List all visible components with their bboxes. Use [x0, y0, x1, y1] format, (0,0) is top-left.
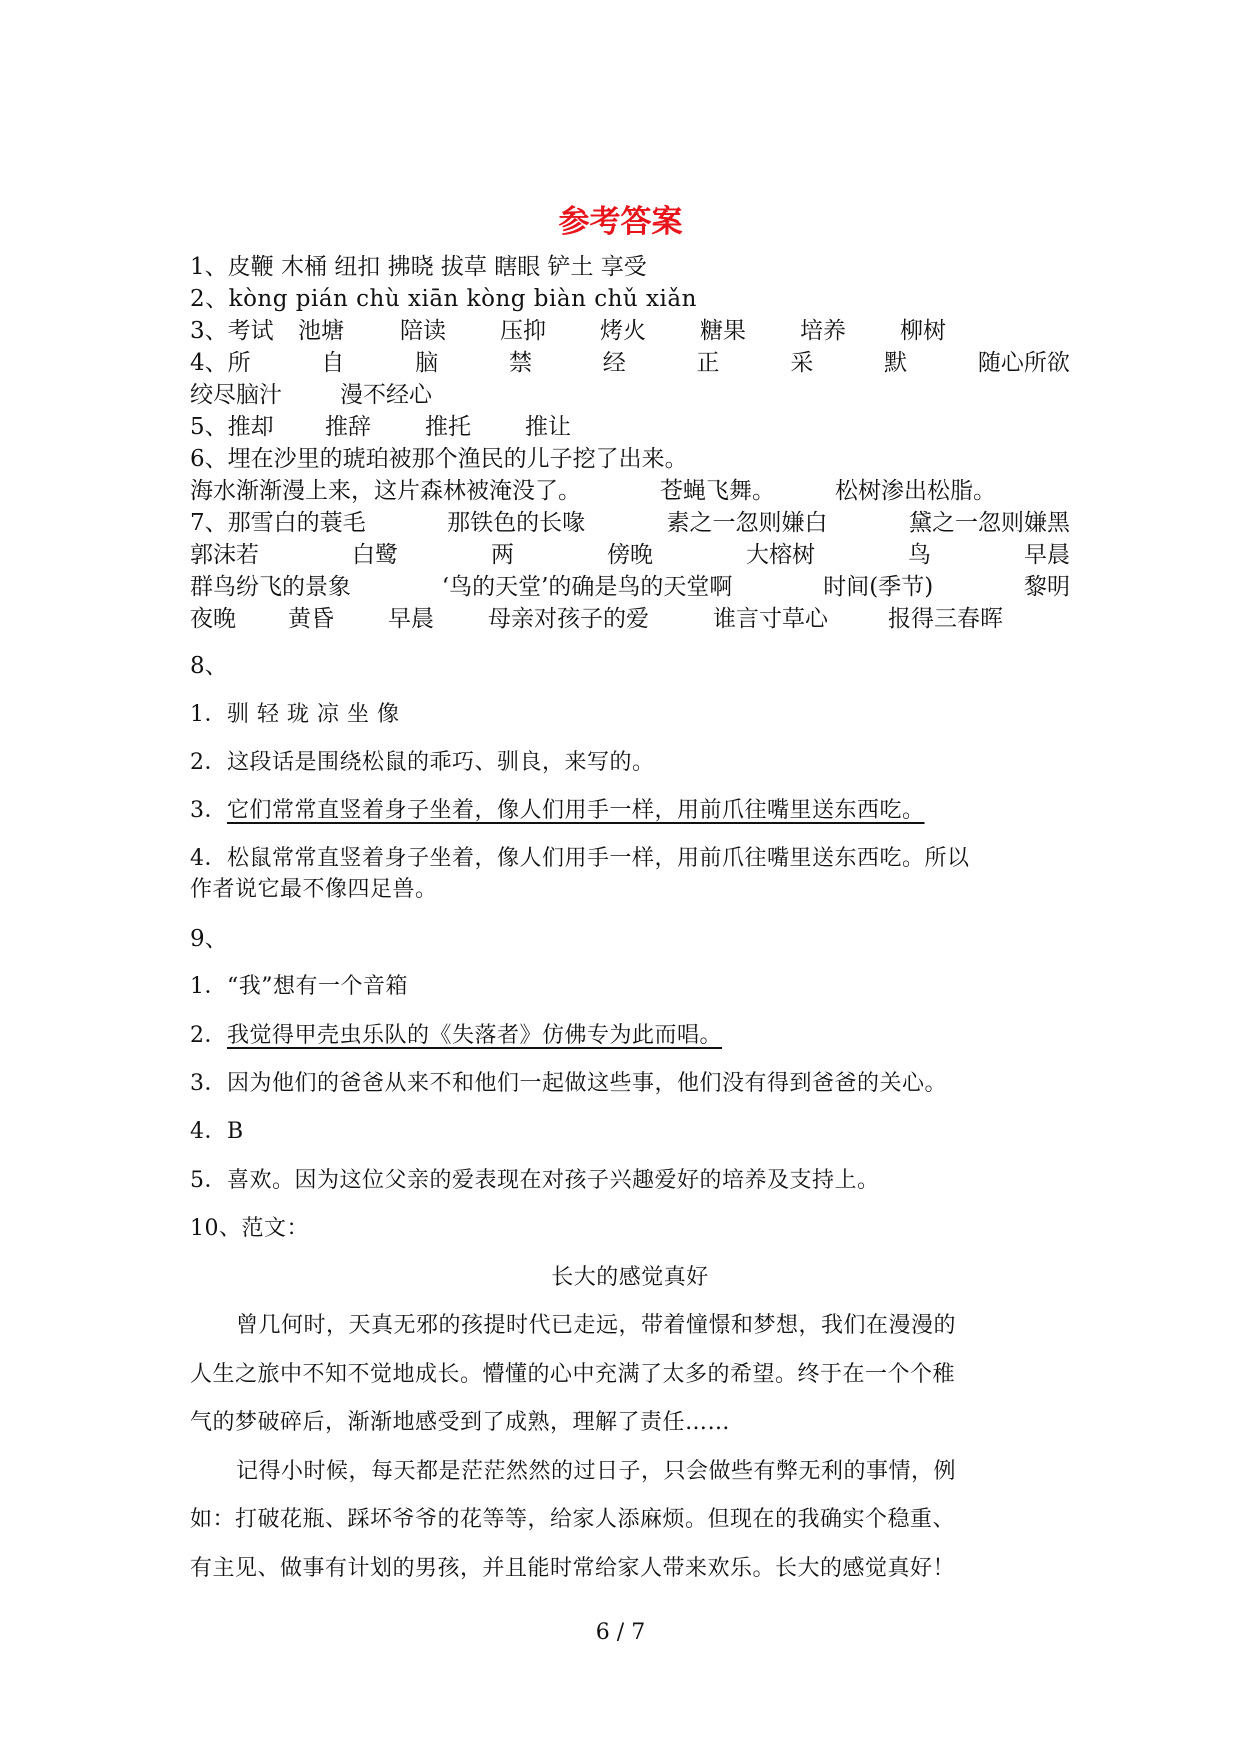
answer-9-4: 4．B	[190, 1119, 244, 1144]
essay-paragraph-1-line: 曾几何时，天真无邪的孩提时代已走远，带着憧憬和梦想，我们在漫漫的	[236, 1313, 957, 1338]
essay-paragraph-1-line: 人生之旅中不知不觉地成长。懵懂的心中充满了太多的希望。终于在一个个稚	[190, 1362, 956, 1387]
answer-7-item: 母亲对孩子的爱	[488, 606, 649, 632]
answer-3-word: 陪读	[400, 318, 446, 344]
answer-4-word: 4、所	[190, 350, 251, 376]
answer-7-item: 7、那雪白的蓑毛	[190, 510, 366, 536]
answer-9-2	[190, 1019, 1070, 1053]
answer-7-item: 大榕树	[746, 542, 815, 568]
answer-3-word: 池塘	[298, 318, 344, 344]
answer-7-item: 谁言寸草心	[713, 606, 828, 632]
answer-7-item: 郭沫若	[190, 542, 259, 568]
answer-7-item: 群鸟纷飞的景象	[190, 574, 351, 600]
answer-4-word: 正	[696, 350, 720, 376]
answer-4-word: 自	[321, 350, 345, 376]
answer-5-word: 推托	[425, 414, 471, 440]
answer-9-2-number: 2．	[190, 1023, 227, 1048]
answer-8-3-number: 3．	[190, 798, 227, 823]
answer-9-label: 9、	[190, 926, 228, 952]
essay-paragraph-2-line: 记得小时候，每天都是茫茫然然的过日子，只会做些有弊无利的事情，例	[236, 1459, 957, 1484]
answer-7-line-1	[190, 506, 1070, 540]
essay-title: 长大的感觉真好	[551, 1265, 709, 1290]
answer-4-word: 经	[602, 350, 626, 376]
answer-7-item: 时间(季节)	[823, 574, 934, 600]
answer-5-word: 5、推却	[190, 414, 274, 440]
answer-8-2: 2．这段话是围绕松鼠的乖巧、驯良，来写的。	[190, 750, 655, 775]
answer-3	[190, 314, 1070, 348]
essay-paragraph-1-line: 气的梦破碎后，渐渐地感受到了成熟，理解了责任……	[190, 1410, 731, 1435]
essay-paragraph-2-line: 如：打破花瓶、踩坏爷爷的花等等，给家人添麻烦。但现在的我确实个稳重、	[190, 1507, 956, 1532]
answer-4-line-2	[190, 378, 1070, 412]
answer-9-2-underlined: 我觉得甲壳虫乐队的《失落者》仿佛专为此而唱。	[227, 1023, 723, 1048]
answer-7-line-3	[190, 570, 1070, 604]
answer-5	[190, 410, 1070, 444]
answer-9-3: 3．因为他们的爸爸从来不和他们一起做这些事，他们没有得到爸爸的关心。	[190, 1071, 947, 1096]
answer-9-5: 5．喜欢。因为这位父亲的爱表现在对孩子兴趣爱好的培养及支持上。	[190, 1168, 880, 1193]
page-number: 6 / 7	[595, 1620, 646, 1645]
answer-4-word: 绞尽脑汁	[190, 382, 282, 408]
answer-7-item: 夜晚	[190, 606, 236, 632]
answer-5-word: 推辞	[325, 414, 371, 440]
answer-2: 2、kòng pián chù xiān kòng biàn chǔ xiǎn	[190, 286, 697, 312]
answer-6-line-2	[190, 474, 1070, 508]
answer-7-item: 鸟	[908, 542, 931, 568]
answer-8-3-underlined: 它们常常直竖着身子坐着，像人们用手一样，用前爪往嘴里送东西吃。	[227, 798, 925, 823]
answer-10-label: 10、范文：	[190, 1216, 309, 1241]
answer-7-item: 黄昏	[288, 606, 334, 632]
answer-7-item: 那铁色的长喙	[447, 510, 586, 536]
answer-7-item: 黛之一忽则嫌黑	[909, 510, 1070, 536]
answer-7-line-2	[190, 538, 1070, 572]
answer-5-word: 推让	[525, 414, 571, 440]
answer-8-4-line-1: 4．松鼠常常直竖着身子坐着，像人们用手一样，用前爪往嘴里送东西吃。所以	[190, 846, 970, 871]
answer-7-item: 黎明	[1023, 574, 1070, 600]
answer-4-line-1	[190, 346, 1070, 380]
answer-8-3	[190, 794, 1070, 828]
answer-8-1: 1．驯 轻 珑 凉 坐 像	[190, 702, 400, 727]
answer-4-word: 默	[884, 350, 908, 376]
answer-4-word: 漫不经心	[340, 382, 432, 408]
answer-1: 1、皮鞭 木桶 纽扣 拂晓 拔草 瞎眼 铲土 享受	[190, 254, 647, 280]
answer-7-item: 报得三春晖	[888, 606, 1003, 632]
answer-7-line-4	[190, 602, 1070, 636]
answer-6-sentence: 松树渗出松脂。	[835, 478, 996, 504]
answer-3-word: 培养	[800, 318, 846, 344]
answer-8-label: 8、	[190, 653, 228, 679]
answer-4-word: 脑	[415, 350, 439, 376]
essay-paragraph-2-line: 有主见、做事有计划的男孩，并且能时常给家人带来欢乐。长大的感觉真好！	[190, 1556, 956, 1581]
answer-4-word: 随心所欲	[977, 350, 1070, 376]
answer-7-item: 傍晚	[607, 542, 653, 568]
answer-6-sentence: 海水渐渐漫上来，这片森林被淹没了。	[190, 478, 581, 504]
answer-7-item: 早晨	[388, 606, 434, 632]
page-title: 参考答案	[558, 204, 683, 240]
answer-7-item: 白鹭	[352, 542, 398, 568]
answer-3-word: 3、考试	[190, 318, 274, 344]
answer-3-word: 糖果	[700, 318, 746, 344]
answer-8-4-line-2: 作者说它最不像四足兽。	[190, 877, 438, 902]
answer-3-word: 烤火	[600, 318, 646, 344]
answer-3-word: 柳树	[900, 318, 946, 344]
answer-7-item: 早晨	[1024, 542, 1070, 568]
answer-7-item: 素之一忽则嫌白	[666, 510, 828, 536]
answer-3-word: 压抑	[500, 318, 546, 344]
answer-6-line-1: 6、埋在沙里的琥珀被那个渔民的儿子挖了出来。	[190, 446, 688, 472]
answer-7-item: ‘鸟的天堂’的确是鸟的天堂啊	[441, 574, 733, 600]
answer-6-sentence: 苍蝇飞舞。	[660, 478, 775, 504]
answer-4-word: 禁	[508, 350, 532, 376]
answer-7-item: 两	[491, 542, 514, 568]
answer-4-word: 采	[790, 350, 814, 376]
answer-9-1: 1．“我”想有一个音箱	[190, 974, 408, 999]
